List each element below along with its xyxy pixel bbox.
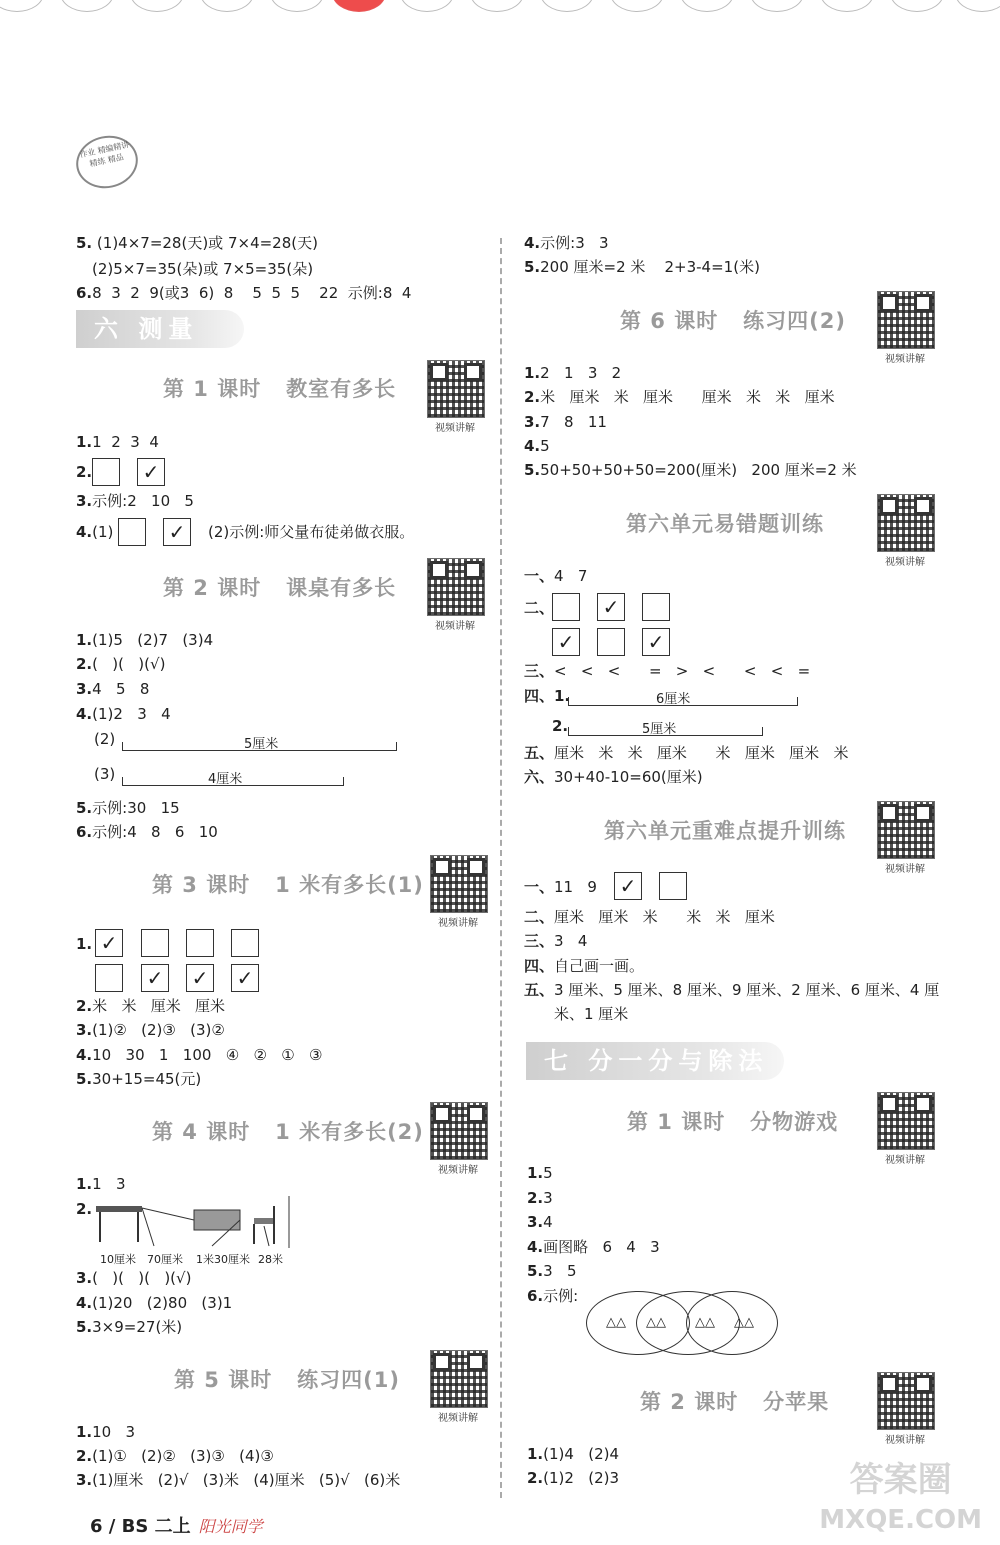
checkbox-checked: ✓ <box>231 964 259 992</box>
e-answer-6: 六、30+40-10=60(厘米) <box>524 768 703 786</box>
checkbox-empty <box>141 929 169 957</box>
l4-answer-4: 4.(1)20 (2)80 (3)1 <box>76 1294 233 1312</box>
watermark: 答案圈 MXQE.COM <box>819 1460 982 1535</box>
qr-code-icon[interactable] <box>427 558 485 616</box>
section-title-errors: 第六单元易错题训练 <box>626 512 824 536</box>
checkbox-empty <box>186 929 214 957</box>
qr-code-icon[interactable] <box>430 1350 488 1408</box>
qr-code-icon[interactable] <box>877 291 935 349</box>
c-answer-3: 3.4 <box>527 1213 553 1231</box>
checkbox-empty <box>92 458 120 486</box>
segment-5cm <box>122 750 397 751</box>
l3-answer-3: 3.(1)② (2)③ (3)② <box>76 1021 225 1039</box>
l1-answer-1: 1.1 2 3 4 <box>76 433 159 451</box>
qr-code-icon[interactable] <box>427 360 485 418</box>
b-answer-4: 4.5 <box>524 437 550 455</box>
answer-5-line2: (2)5×7=35(朵)或 7×5=35(朵) <box>92 260 314 278</box>
qr-label: 视频讲解 <box>885 1155 925 1166</box>
l3-answer-1: 1. <box>76 935 93 953</box>
z-answer-1: 一、11 9 <box>524 878 597 896</box>
measure-figure <box>94 1196 304 1252</box>
checkbox-checked: ✓ <box>163 518 191 546</box>
segment-6cm <box>568 705 798 706</box>
checkbox-checked: ✓ <box>614 872 642 900</box>
qr-label: 视频讲解 <box>435 621 475 632</box>
l2-answer-4-3: (3) <box>94 765 116 783</box>
l2-answer-3: 3.4 5 8 <box>76 680 150 698</box>
checkbox-empty <box>231 929 259 957</box>
segment-label: 4厘米 <box>208 772 243 787</box>
l2-answer-4: 4.(1)2 3 4 <box>76 705 171 723</box>
top-decoration <box>0 0 1000 14</box>
l3-answer-2: 2.米 米 厘米 厘米 <box>76 997 226 1015</box>
b-answer-1: 1.2 1 3 2 <box>524 364 622 382</box>
fig-label: 70厘米 <box>147 1253 183 1266</box>
qr-code-icon[interactable] <box>877 494 935 552</box>
answer-6: 6.8 3 2 9(或3 6) 8 5 5 5 22 示例:8 4 <box>76 284 412 302</box>
r-answer-5: 5.200 厘米=2 米 2+3-4=1(米) <box>524 258 760 276</box>
checkbox-empty <box>597 628 625 656</box>
z-answer-2: 二、厘米 厘米 米 米 米 厘米 <box>524 908 775 926</box>
l1-answer-4: 4.(1) <box>76 523 114 541</box>
checkbox-checked: ✓ <box>141 964 169 992</box>
l1-answer-2: 2. <box>76 463 93 481</box>
qr-code-icon[interactable] <box>877 801 935 859</box>
checkbox-empty <box>642 593 670 621</box>
l1-answer-4b: (2)示例:师父量布徒弟做衣服。 <box>208 523 415 541</box>
column-divider <box>500 238 502 1498</box>
b-answer-2: 2.米 厘米 米 厘米 厘米 米 米 厘米 <box>524 388 835 406</box>
qr-label: 视频讲解 <box>885 557 925 568</box>
d-answer-1: 1.(1)4 (2)4 <box>527 1445 620 1463</box>
z-answer-5: 五、3 厘米、5 厘米、8 厘米、9 厘米、2 厘米、6 厘米、4 厘 <box>524 981 940 999</box>
l2-answer-6: 6.示例:4 8 6 10 <box>76 823 218 841</box>
l2-answer-5: 5.示例:30 15 <box>76 799 180 817</box>
z-answer-3: 三、3 4 <box>524 932 588 950</box>
b-answer-3: 3.7 8 11 <box>524 413 607 431</box>
fig-label: 1米30厘米 <box>196 1253 250 1266</box>
lesson-title-5: 第 5 课时 练习四(1) <box>174 1368 400 1392</box>
e-answer-4-1: 四、1. <box>524 687 571 705</box>
l4-answer-1: 1.1 3 <box>76 1175 126 1193</box>
e-answer-5: 五、厘米 米 米 厘米 米 厘米 厘米 米 <box>524 744 849 762</box>
answer-5-line1: 5. (1)4×7=28(天)或 7×4=28(天) <box>76 234 318 252</box>
l1-answer-3: 3.示例:2 10 5 <box>76 492 194 510</box>
d-answer-2: 2.(1)2 (2)3 <box>527 1469 620 1487</box>
qr-code-icon[interactable] <box>877 1372 935 1430</box>
fig-label: 28米 <box>258 1253 283 1266</box>
r-answer-4: 4.示例:3 3 <box>524 234 609 252</box>
checkbox-checked: ✓ <box>186 964 214 992</box>
lesson-title-7-1: 第 1 课时 分物游戏 <box>627 1110 839 1134</box>
segment-label: 6厘米 <box>656 692 691 707</box>
segment-label: 5厘米 <box>642 722 677 737</box>
l4-answer-2: 2. <box>76 1200 93 1218</box>
l2-answer-4-2: (2) <box>94 730 116 748</box>
l3-answer-4: 4.10 30 1 100 ④ ② ① ③ <box>76 1046 323 1064</box>
c-answer-2: 2.3 <box>527 1189 553 1207</box>
checkbox-checked: ✓ <box>642 628 670 656</box>
qr-label: 视频讲解 <box>885 1435 925 1446</box>
z-answer-5b: 米、1 厘米 <box>554 1005 629 1023</box>
segment-5cm <box>568 735 763 736</box>
qr-label: 视频讲解 <box>438 918 478 929</box>
z-answer-4: 四、自己画一画。 <box>524 957 645 975</box>
triangle-icon: △△ <box>606 1315 626 1330</box>
e-answer-3: 三、< < < = > < < < = <box>524 662 811 680</box>
b-answer-5: 5.50+50+50+50=200(厘米) 200 厘米=2 米 <box>524 461 857 479</box>
lesson-title-7-2: 第 2 课时 分苹果 <box>640 1390 830 1414</box>
page-footer <box>90 1512 263 1538</box>
l3-answer-5: 5.30+15=45(元) <box>76 1070 202 1088</box>
lesson-title-6: 第 6 课时 练习四(2) <box>620 309 846 333</box>
qr-code-icon[interactable] <box>877 1092 935 1150</box>
segment-4cm <box>122 785 344 786</box>
l2-answer-1: 1.(1)5 (2)7 (3)4 <box>76 631 214 649</box>
checkbox-checked: ✓ <box>552 628 580 656</box>
unit-title-6: 六 测量 <box>76 310 244 348</box>
c-answer-4: 4.画图略 6 4 3 <box>527 1238 660 1256</box>
l2-answer-2: 2.( )( )(√) <box>76 655 166 673</box>
qr-label: 视频讲解 <box>885 864 925 875</box>
qr-label: 视频讲解 <box>438 1413 478 1424</box>
l5-answer-3: 3.(1)厘米 (2)√ (3)米 (4)厘米 (5)√ (6)米 <box>76 1471 401 1489</box>
e-answer-2: 二、 <box>524 599 555 617</box>
c-answer-6: 6.示例: <box>527 1287 579 1305</box>
lesson-title-1: 第 1 课时 教室有多长 <box>163 377 397 401</box>
checkbox-checked: ✓ <box>95 929 123 957</box>
stamp-logo: 作业 精编精讲精练 精品 <box>71 130 142 194</box>
page-number: 6 / BS 二上 <box>90 1516 191 1537</box>
fig-label: 10厘米 <box>100 1253 136 1266</box>
checkbox-empty <box>552 593 580 621</box>
lesson-title-4: 第 4 课时 1 米有多长(2) <box>152 1120 424 1144</box>
segment-label: 5厘米 <box>244 737 279 752</box>
l5-answer-1: 1.10 3 <box>76 1423 136 1441</box>
checkbox-empty <box>659 872 687 900</box>
qr-code-icon[interactable] <box>430 1102 488 1160</box>
qr-label: 视频讲解 <box>885 354 925 365</box>
l4-answer-3: 3.( )( )( )(√) <box>76 1269 192 1287</box>
lesson-title-3: 第 3 课时 1 米有多长(1) <box>152 873 424 897</box>
l5-answer-2: 2.(1)① (2)② (3)③ (4)③ <box>76 1447 274 1465</box>
section-title-key-points: 第六单元重难点提升训练 <box>604 819 846 843</box>
c-answer-1: 1.5 <box>527 1164 553 1182</box>
c-answer-5: 5.3 5 <box>527 1262 577 1280</box>
qr-code-icon[interactable] <box>430 855 488 913</box>
unit-title-7: 七 分一分与除法 <box>526 1042 784 1080</box>
e-answer-1: 一、4 7 <box>524 567 588 585</box>
qr-label: 视频讲解 <box>438 1165 478 1176</box>
checkbox-checked: ✓ <box>597 593 625 621</box>
l4-answer-5: 5.3×9=27(米) <box>76 1318 183 1336</box>
triangle-icon: △△ <box>695 1315 715 1330</box>
lesson-title-2: 第 2 课时 课桌有多长 <box>163 576 397 600</box>
triangle-icon: △△ <box>646 1315 666 1330</box>
checkbox-empty <box>95 964 123 992</box>
checkbox-empty <box>118 518 146 546</box>
checkbox-checked: ✓ <box>137 458 165 486</box>
e-answer-4-2: 2. <box>552 717 569 735</box>
triangle-icon: △△ <box>734 1315 754 1330</box>
brand-logo: 阳光同学 <box>198 1517 263 1536</box>
qr-label: 视频讲解 <box>435 423 475 434</box>
